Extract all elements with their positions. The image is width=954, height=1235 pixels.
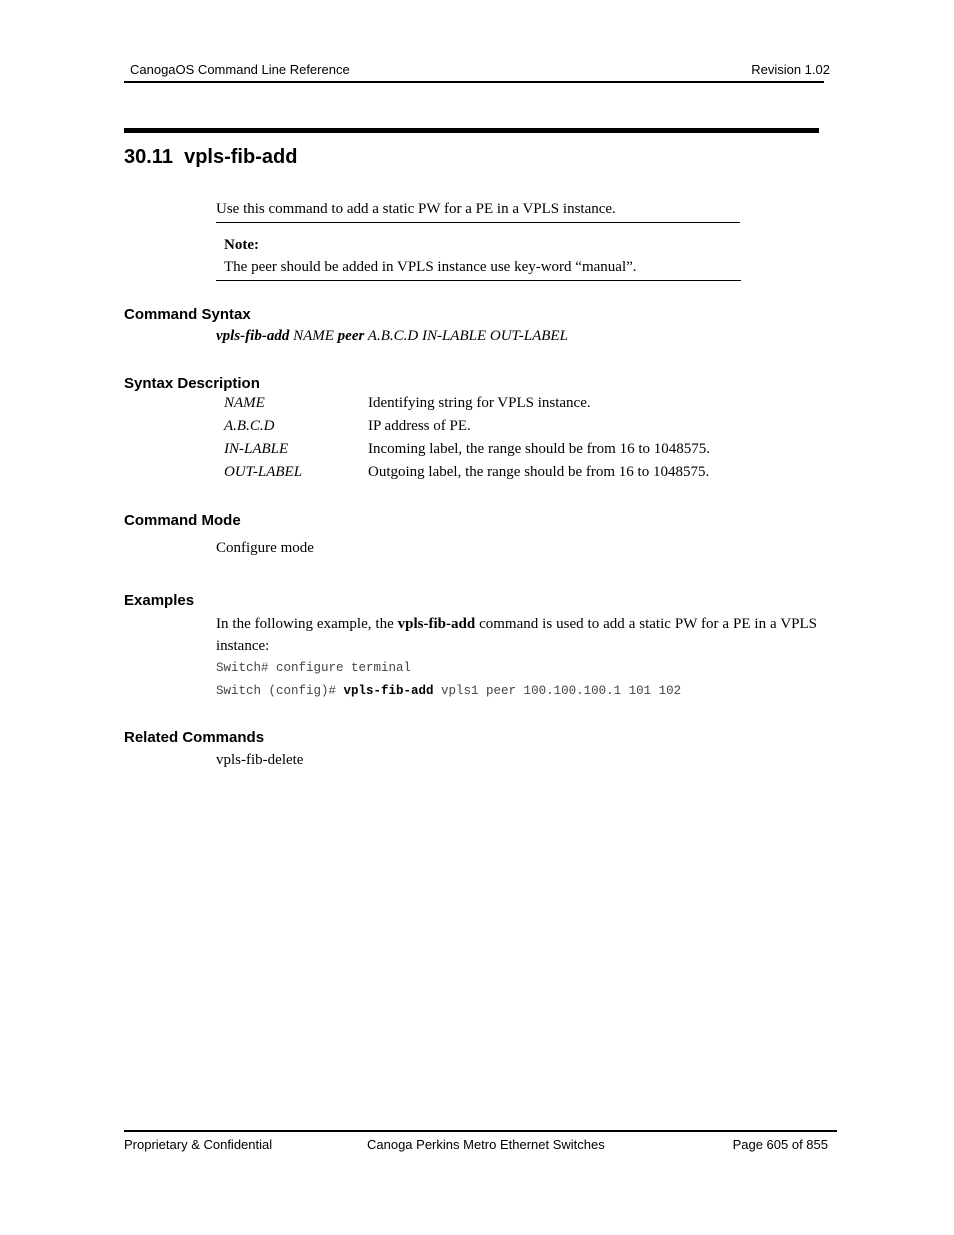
param-term: A.B.C.D [224,418,275,434]
code-line-2 [216,684,681,698]
note-label: Note: [224,237,259,253]
param-term: OUT-LABEL [224,464,303,480]
header-title: CanogaOS Command Line Reference [130,62,350,77]
footer-center: Canoga Perkins Metro Ethernet Switches [367,1137,605,1152]
examples-heading: Examples [124,592,195,609]
note-text: The peer should be added in VPLS instance use key-word “manual”. [224,259,637,275]
param-desc: Identifying string for VPLS instance. [368,395,591,411]
syntax-arg-name: NAME [289,328,338,344]
code-prompt: Switch (config)# [216,684,344,698]
syntax-description-table [224,395,710,487]
examples-text-after: command is used to add a static PW for a PE in a VPLS instance: [216,616,817,654]
section-rule [124,128,819,133]
syntax-description-heading: Syntax Description [124,375,260,392]
section-title: vpls-fib-add [184,146,298,168]
command-mode-heading: Command Mode [124,512,241,529]
header-revision: Revision 1.02 [751,62,830,77]
syntax-command: vpls-fib-add [216,328,290,344]
syntax-args: A.B.C.D IN-LABLE OUT-LABEL [364,328,568,344]
table-row [224,418,710,441]
intro-text: Use this command to add a static PW for a PE in a VPLS instance. [216,201,616,217]
command-syntax-line [216,328,568,345]
examples-paragraph [216,613,817,657]
param-desc: IP address of PE. [368,418,471,434]
table-row [224,464,710,487]
footer-right: Page 605 of 855 [732,1137,828,1152]
code-command: vpls-fib-add [343,684,434,698]
table-row [224,395,710,418]
param-desc: Incoming label, the range should be from 16 to 1048575. [368,441,711,457]
param-desc: Outgoing label, the range should be from 16 to 1048575. [368,464,710,480]
command-mode-text: Configure mode [216,540,314,556]
param-term: NAME [224,395,265,411]
related-commands-heading: Related Commands [124,729,265,746]
code-line-1: Switch# configure terminal [216,661,412,675]
examples-text-before: In the following example, the [216,616,398,632]
syntax-keyword: peer [337,328,365,344]
param-term: IN-LABLE [224,441,289,457]
related-commands-text: vpls-fib-delete [216,752,304,768]
note-bottom-rule [216,280,741,281]
command-syntax-heading: Command Syntax [124,306,251,323]
footer-left: Proprietary & Confidential [124,1137,273,1152]
section-heading [124,146,297,169]
examples-command: vpls-fib-add [397,616,476,632]
table-row [224,441,710,464]
footer-rule [124,1130,837,1132]
code-args: vpls1 peer 100.100.100.1 101 102 [433,684,682,698]
header-rule [124,81,824,83]
section-number: 30.11 [124,146,173,168]
note-top-rule [216,222,740,223]
